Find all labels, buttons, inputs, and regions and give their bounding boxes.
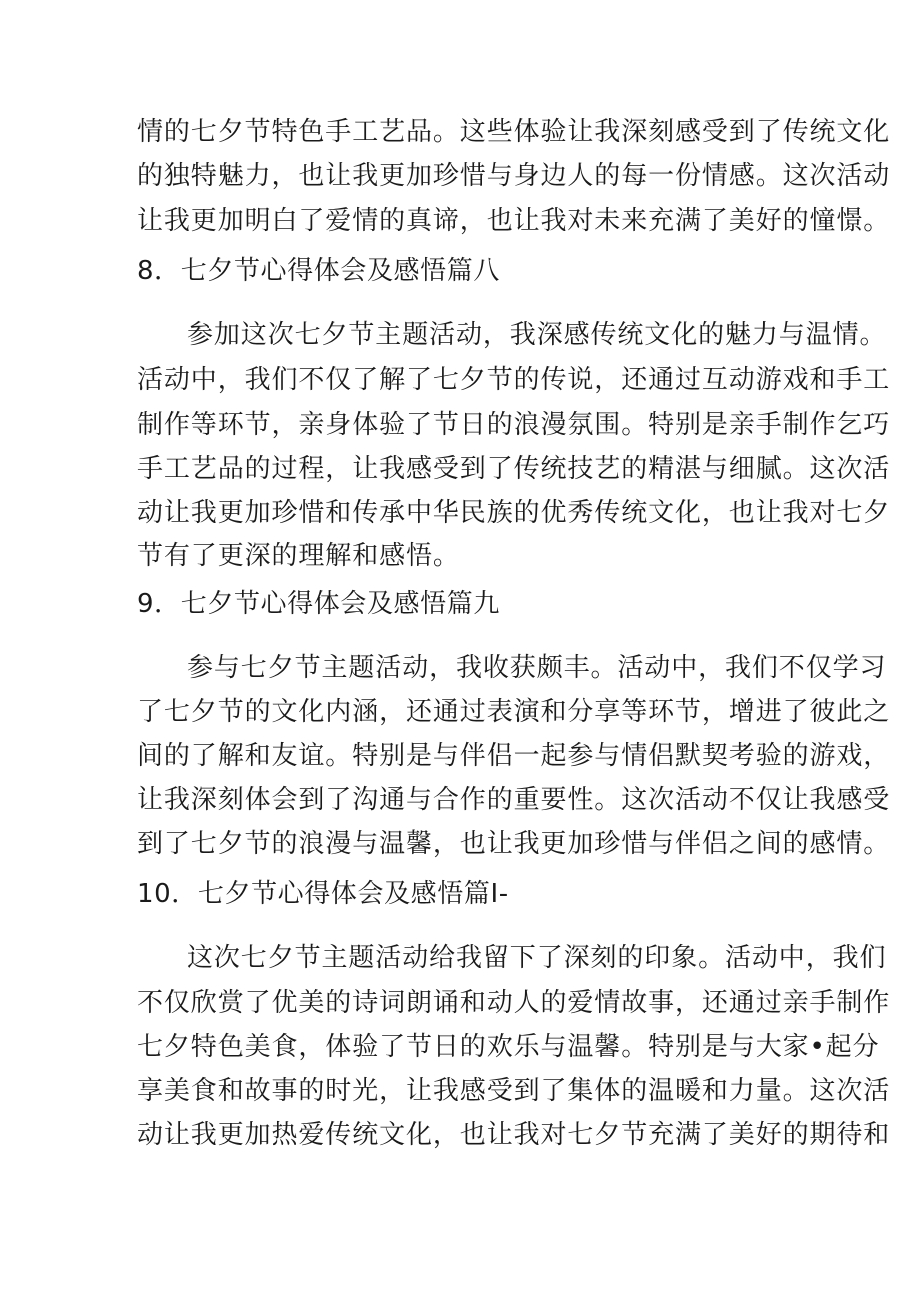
paragraph-line: 不仅欣赏了优美的诗词朗诵和动人的爱情故事，还通过亲手制作: [137, 988, 891, 1018]
paragraph-line: 节有了更深的理解和感悟。: [137, 541, 460, 571]
paragraph-line: 间的了解和友谊。特别是与伴侣一起参与情侣默契考验的游戏，: [137, 741, 891, 771]
section-heading-9: 9．七夕节心得体会及感悟篇九: [137, 589, 500, 619]
paragraph-line: 了七夕节的文化内涵，还通过表演和分享等环节，增进了彼此之: [137, 697, 891, 727]
paragraph-line: 制作等环节，亲身体验了节日的浪漫氛围。特别是亲手制作乞巧: [137, 410, 891, 440]
paragraph-line: 动让我更加珍惜和传承中华民族的优秀传统文化，也让我对七夕: [137, 498, 891, 528]
paragraph-line: 让我深刻体会到了沟通与合作的重要性。这次活动不仅让我感受: [137, 785, 891, 815]
paragraph-line: 到了七夕节的浪漫与温馨，也让我更加珍惜与伴侣之间的感情。: [137, 829, 891, 859]
paragraph-line: 七夕特色美食，体验了节日的欢乐与温馨。特别是与大家•起分: [137, 1032, 880, 1062]
paragraph-line: 活动中，我们不仅了解了七夕节的传说，还通过互动游戏和手工: [137, 365, 891, 395]
paragraph-line: 让我更加明白了爱情的真谛，也让我对未来充满了美好的憧憬。: [137, 206, 891, 236]
section-heading-10: 10．七夕节心得体会及感悟篇I-: [137, 879, 509, 909]
paragraph-line: 手工艺品的过程，让我感受到了传统技艺的精湛与细腻。这次活: [137, 454, 891, 484]
paragraph-line: 享美食和故事的时光，让我感受到了集体的温暖和力量。这次活: [137, 1076, 891, 1106]
paragraph-line: 这次七夕节主题活动给我留下了深刻的印象。活动中，我们: [187, 943, 887, 973]
paragraph-line: 参与七夕节主题活动，我收获颇丰。活动中，我们不仅学习: [187, 653, 887, 683]
paragraph-line: 情的七夕节特色手工艺品。这些体验让我深刻感受到了传统文化: [137, 117, 891, 147]
paragraph-line: 的独特魅力，也让我更加珍惜与身边人的每一份情感。这次活动: [137, 161, 891, 191]
paragraph-line: 动让我更加热爱传统文化，也让我对七夕节充满了美好的期待和: [137, 1120, 891, 1150]
section-heading-8: 8．七夕节心得体会及感悟篇八: [137, 256, 500, 286]
paragraph-line: 参加这次七夕节主题活动，我深感传统文化的魅力与温情。: [187, 320, 887, 350]
